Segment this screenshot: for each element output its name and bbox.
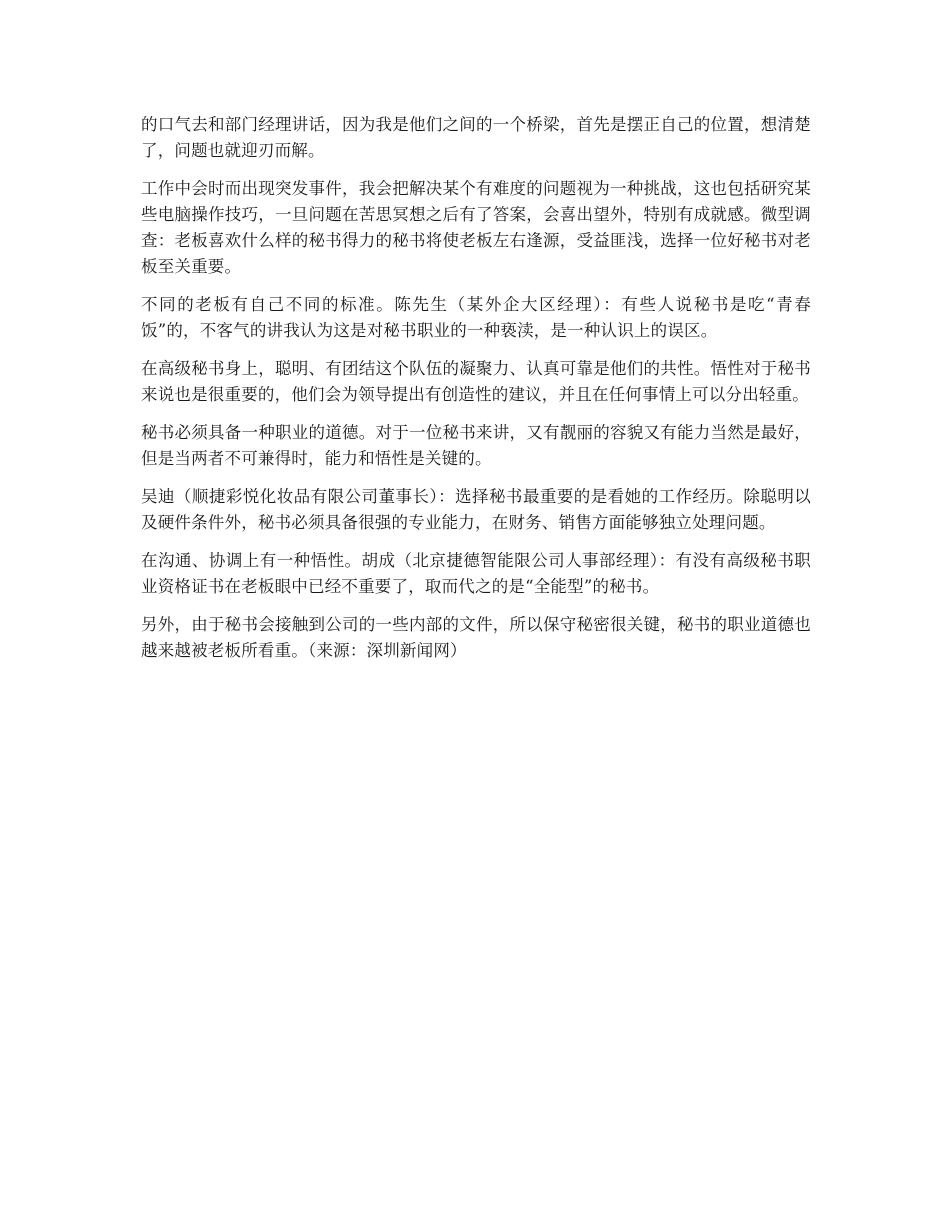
paragraph-4: 在高级秘书身上，聪明、有团结这个队伍的凝聚力、认真可靠是他们的共性。悟性对于秘书来说也是很重要的，他们会为领导提出有创造性的建议，并且在任何事情上可以分出轻重。: [141, 359, 811, 404]
paragraph-1: 的口气去和部门经理讲话，因为我是他们之间的一个桥梁，首先是摆正自己的位置，想清楚了，问题也就迎刃而解。: [141, 115, 811, 160]
paragraph-8: 另外，由于秘书会接触到公司的一些内部的文件，所以保守秘密很关键，秘书的职业道德也越来越被老板所看重。（来源：深圳新闻网）: [141, 615, 811, 660]
paragraph-6: 吴迪（顺捷彩悦化妆品有限公司董事长）：选择秘书最重要的是看她的工作经历。除聪明以及硬件条件外，秘书必须具备很强的专业能力，在财务、销售方面能够独立处理问题。: [141, 487, 811, 532]
paragraph-2: 工作中会时而出现突发事件，我会把解决某个有难度的问题视为一种挑战，这也包括研究某些电脑操作技巧，一旦问题在苦思冥想之后有了答案，会喜出望外，特别有成就感。微型调查：老板喜欢什么样的秘书得力的秘书将使老板左右逢源，受益匪浅，选择一位好秘书对老板至关重要。: [141, 179, 811, 276]
document-body: [141, 112, 811, 676]
paragraph-7: 在沟通、协调上有一种悟性。胡成（北京捷德智能限公司人事部经理）：有没有高级秘书职业资格证书在老板眼中已经不重要了，取而代之的是“全能型”的秘书。: [141, 551, 811, 596]
paragraph-3: 不同的老板有自己不同的标准。陈先生（某外企大区经理）：有些人说秘书是吃“青春饭”的，不客气的讲我认为这是对秘书职业的一种亵渎，是一种认识上的误区。: [141, 295, 811, 340]
paragraph-5: 秘书必须具备一种职业的道德。对于一位秘书来讲，又有靓丽的容貌又有能力当然是最好，但是当两者不可兼得时，能力和悟性是关键的。: [141, 423, 811, 468]
